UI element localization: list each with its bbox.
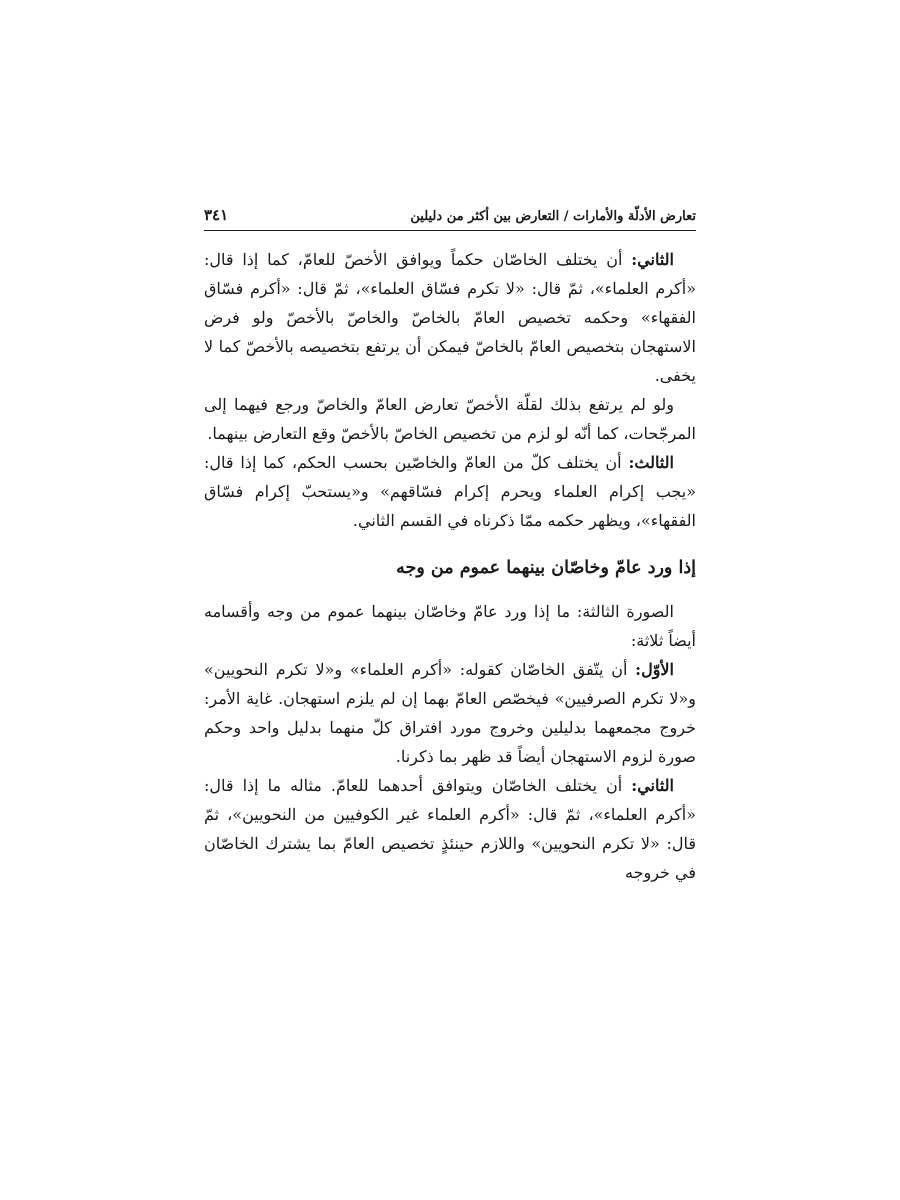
paragraph-text: أن يختلف الخاصّان حكماً ويوافق الأخصّ للعامّ، كما إذا قال: «أكرم العلماء»، ثمّ قال: «لا تكرم فسّاق العلماء»، ثمّ قال: «أكرم فسّاق الفقهاء» وحكمه تخصيص العامّ بالخاصّ والخاصّ بالأخصّ ولو فرض الاستهجان بتخصيص العامّ بالخاصّ فيمكن أن يرتفع بتخصيصه بالأخصّ كما لا يخفى. bbox=[204, 250, 696, 385]
paragraph-label: الثاني: bbox=[631, 250, 674, 269]
page-content bbox=[204, 245, 696, 887]
book-page bbox=[204, 200, 696, 887]
paragraph-text: أن يختلف الخاصّان ويتوافق أحدهما للعامّ. مثاله ما إذا قال: «أكرم العلماء»، ثمّ قال: «أكرم العلماء غير الكوفيين من النحويين»، ثمّ قال: «لا تكرم النحويين» واللازم حينئذٍ تخصيص العامّ بما يشترك الخاصّان في خروجه bbox=[204, 776, 696, 882]
paragraph-second-case-b bbox=[204, 771, 696, 887]
paragraph-third-case bbox=[204, 448, 696, 535]
page-number: ٣٤١ bbox=[204, 206, 229, 224]
paragraph-second-case bbox=[204, 245, 696, 390]
paragraph-text: أن يتّفق الخاصّان كقوله: «أكرم العلماء» و«لا تكرم النحويين» و«لا تكرم الصرفيين» فيخصّص العامّ بهما إن لم يلزم استهجان. غاية الأمر: خروج مجمعهما بدليلين وخروج مورد افتراق كلّ منهما بدليل واحد وحكم صورة لزوم الاستهجان أيضاً قد ظهر بما ذكرنا. bbox=[204, 660, 696, 766]
paragraph-label: الثالث: bbox=[628, 453, 674, 472]
running-header bbox=[204, 200, 696, 231]
paragraph-third-form bbox=[204, 597, 696, 655]
paragraph-text: ولو لم يرتفع بذلك لقلّة الأخصّ تعارض العامّ والخاصّ ورجع فيهما إلى المرجّحات، كما أنّه لو لزم من تخصيص الخاصّ بالأخصّ وقع التعارض بينهما. bbox=[204, 395, 696, 443]
paragraph-text: الصورة الثالثة: ما إذا ورد عامّ وخاصّان بينهما عموم من وجه وأقسامه أيضاً ثلاثة: bbox=[204, 602, 696, 650]
paragraph-label: الثاني: bbox=[631, 776, 674, 795]
paragraph-label: الأوّل: bbox=[635, 660, 674, 679]
paragraph-text: أن يختلف كلّ من العامّ والخاصّين بحسب الحكم، كما إذا قال: «يجب إكرام العلماء ويحرم إكرام فسّاقهم» و«يستحبّ إكرام فسّاق الفقهاء»، ويظهر حكمه ممّا ذكرناه في القسم الثاني. bbox=[204, 453, 696, 530]
section-heading: إذا ورد عامّ وخاصّان بينهما عموم من وجه bbox=[396, 558, 696, 578]
paragraph-first-case bbox=[204, 655, 696, 771]
paragraph-continuation bbox=[204, 390, 696, 448]
running-title: تعارض الأدلّة والأمارات / التعارض بين أكثر من دليلين bbox=[410, 209, 696, 224]
